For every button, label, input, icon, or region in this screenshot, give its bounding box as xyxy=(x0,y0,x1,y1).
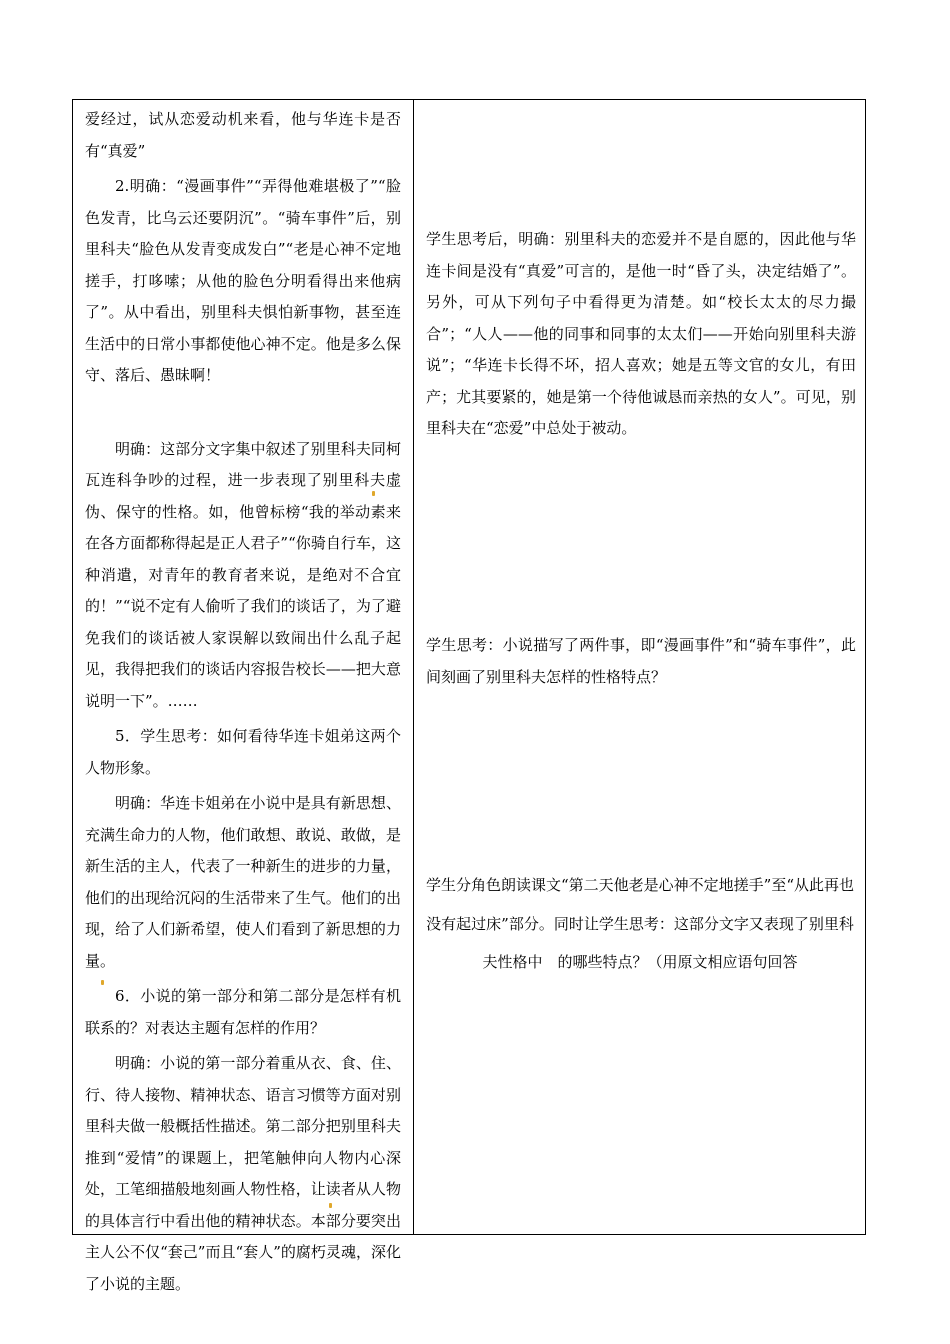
paragraph-answer-2: 2.明确：“漫画事件”“弄得他难堪极了”“脸色发青，比乌云还要阴沉”。“骑车事件”后，别里科夫“脸色从发青变成发白”“老是心神不定地搓手，打哆嗦；从他的脸色分明看得出来他病了”。从中看出，别里科夫惧怕新事物，甚至连生活中的日常小事都使他心神不定。他是多么保守、落后、愚昧啊！ xyxy=(85,177,401,384)
lesson-table xyxy=(72,99,866,1293)
paragraph-question-5: 5．学生思考：如何看待华连卡姐弟这两个人物形象。 xyxy=(85,727,401,777)
paragraph-answer-6: 明确：小说的第一部分着重从衣、食、住、行、待人接物、精神状态、语言习惯等方面对别里科夫做一般概括性描述。第二部分把别里科夫推到“爱情”的课题上，把笔触伸向人物内心深处，工笔细描般地刻画人物性格，让读者从人物的具体言行中看出他的精神状态。本部分要突出主人公不仅“套己”而且“套人”的腐朽灵魂，深化了小说的主题。 xyxy=(85,1054,401,1293)
paragraph-answer-quarrel: 明确：这部分文字集中叙述了别里科夫同柯瓦连科争吵的过程，进一步表现了别里科夫虚伪、保守的性格。如，他曾标榜“我的举动素来在各方面都称得起是正人君子”“你骑自行车，这种消遣，对青年的教育者来说，是绝对不合宜的！”“说不定有人偷听了我们的谈话了，为了避免我们的谈话被人家误解以致闹出什么乱子起见，我得把我们的谈话内容报告校长——把大意说明一下”。…… xyxy=(85,439,401,710)
paragraph-question-true-love: 爱经过，试从恋爱动机来看，他与华连卡是否有“真爱” xyxy=(85,110,401,160)
right-column xyxy=(414,100,866,1234)
student-answer-true-love: 学生思考后，明确：别里科夫的恋爱并不是自愿的，因此他与华连卡间是没有“真爱”可言的，是他一时“昏了头，决定结婚了”。另外，可从下列句子中看得更为清楚。如“校长太太的尽力撮合”；“人人——他的同事和同事的太太们——开始向别里科夫游说”；“华连卡长得不坏，招人喜欢；她是五等文官的女儿，有田产；尤其要紧的，她是第一个待他诚恳而亲热的女人”。可见，别里科夫在“恋爱”中总处于被动。 xyxy=(426,230,856,437)
paragraph-answer-5: 明确：华连卡姐弟在小说中是具有新思想、充满生命力的人物，他们敢想、敢说、敢做，是新生活的主人，代表了一种新生的进步的力量，他们的出现给沉闷的生活带来了生气。他们的出现，给了人们新希望，使人们看到了新思想的力量。 xyxy=(85,794,401,970)
annotation-mark xyxy=(372,491,375,496)
student-thinking-two-events: 学生思考：小说描写了两件事，即“漫画事件”和“骑车事件”，此间刻画了别里科夫怎样的性格特点？ xyxy=(426,636,856,686)
annotation-mark xyxy=(101,980,104,985)
role-reading-task: 学生分角色朗读课文“第二天他老是心神不定地搓手”至“从此再也没有起过床”部分。同时让学生思考：这部分文字又表现了别里科夫性格中 的哪些特点？（用原文相应语句回答 xyxy=(425,876,854,971)
paragraph-question-6: 6．小说的第一部分和第二部分是怎样有机联系的？对表达主题有怎样的作用？ xyxy=(85,987,401,1037)
annotation-mark xyxy=(329,1203,332,1208)
left-column xyxy=(73,100,413,1300)
